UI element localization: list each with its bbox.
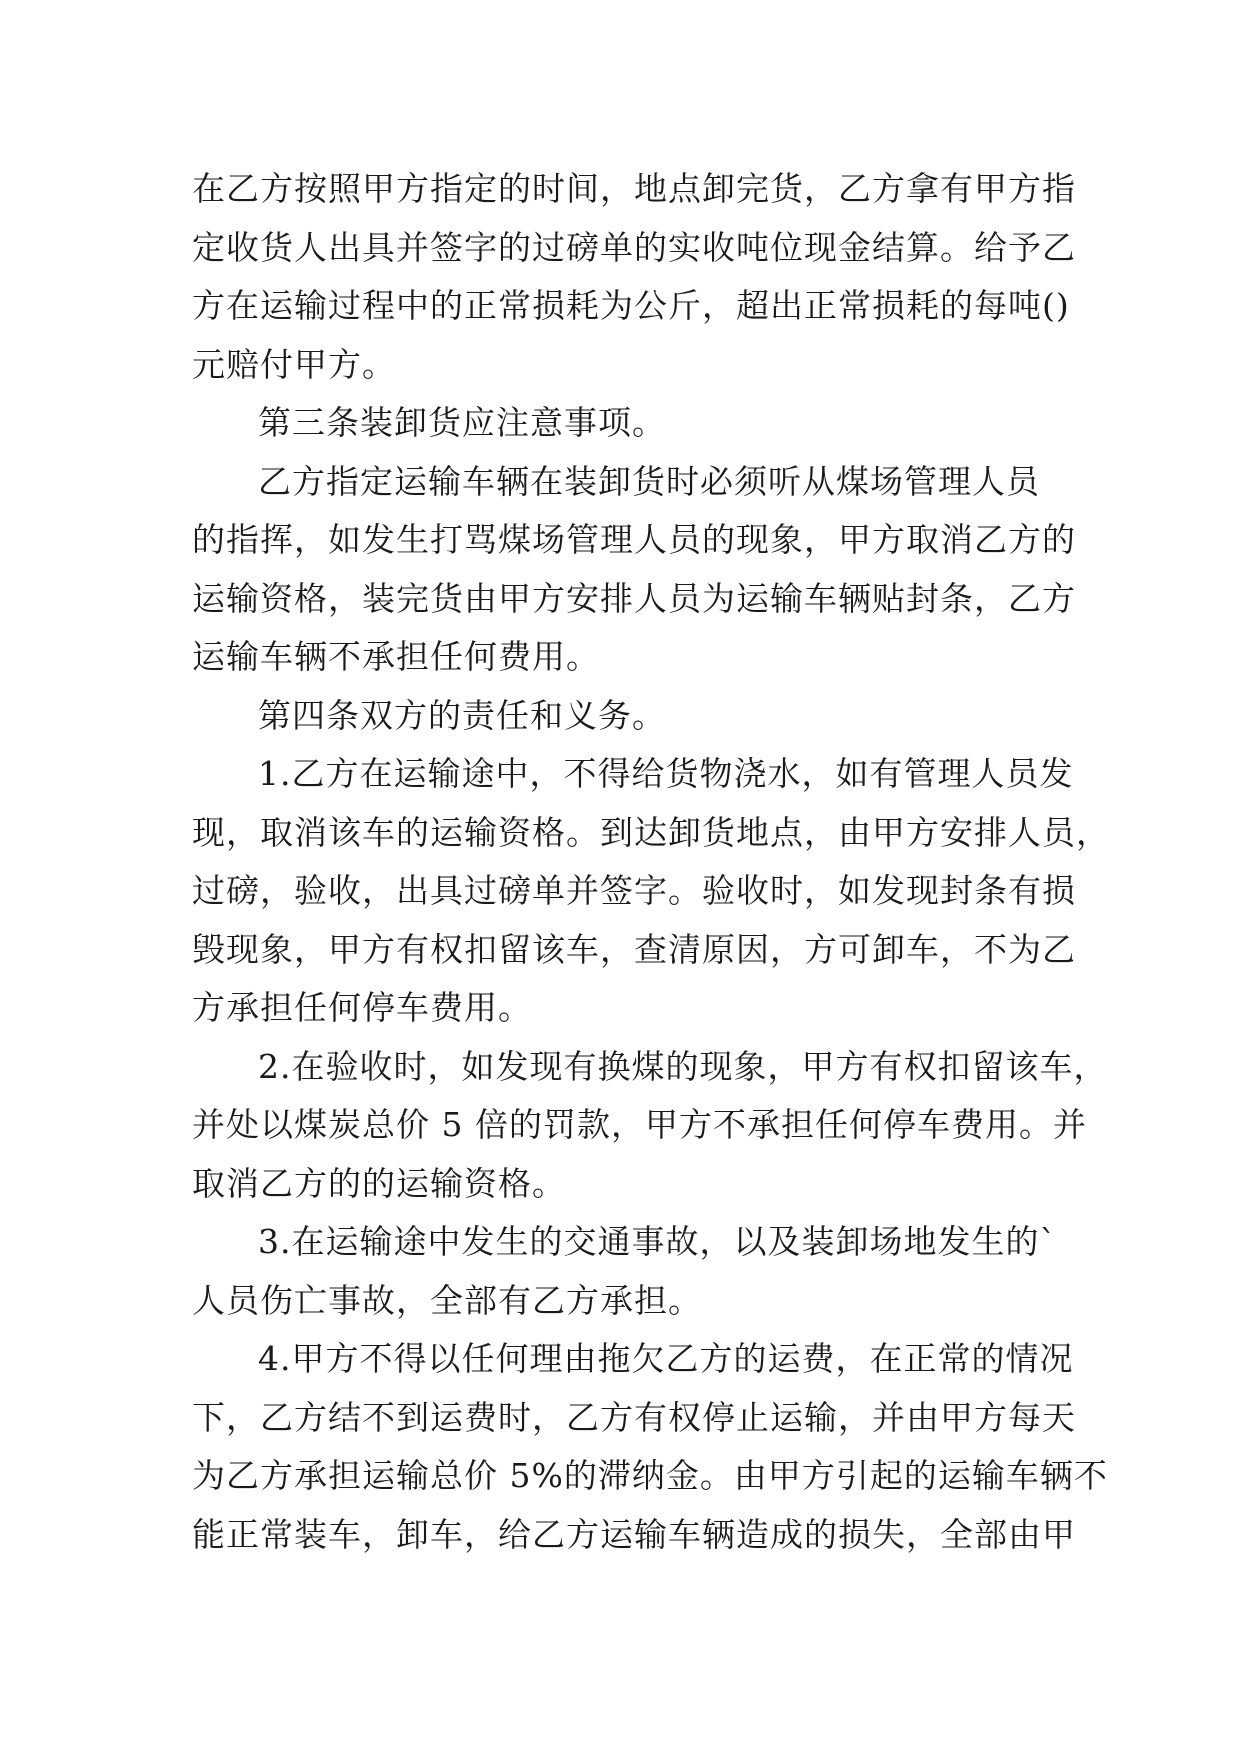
text-line: 人员伤亡事故，全部有乙方承担。 <box>192 1280 702 1320</box>
text-line: 3.在运输途中发生的交通事故，以及装卸场地发生的` <box>258 1222 1057 1261</box>
text-line: 4.甲方不得以任何理由拖欠乙方的运费，在正常的情况 <box>258 1339 1074 1378</box>
text-line: 运输资格，装完货由甲方安排人员为运输车辆贴封条，乙方 <box>192 578 1076 618</box>
text-line: 元赔付甲方。 <box>192 344 396 384</box>
text-line: 方在运输过程中的正常损耗为公斤，超出正常损耗的每吨() <box>192 286 1070 325</box>
text-line: 为乙方承担运输总价 5%的滞纳金。由甲方引起的运输车辆不 <box>192 1456 1108 1495</box>
text-line: 1.乙方在运输途中，不得给货物浇水，如有管理人员发 <box>258 754 1074 793</box>
text-line: 现，取消该车的运输资格。到达卸货地点，由甲方安排人员， <box>192 812 1110 852</box>
text-line: 定收货人出具并签字的过磅单的实收吨位现金结算。给予乙 <box>192 227 1076 267</box>
text-line: 下，乙方结不到运费时，乙方有权停止运输，并由甲方每天 <box>192 1397 1076 1437</box>
text-line: 取消乙方的的运输资格。 <box>192 1163 566 1203</box>
text-line: 能正常装车，卸车，给乙方运输车辆造成的损失，全部由甲 <box>192 1514 1076 1554</box>
text-line: 2.在验收时，如发现有换煤的现象，甲方有权扣留该车， <box>258 1046 1108 1086</box>
text-line: 第四条双方的责任和义务。 <box>258 695 666 735</box>
text-line: 的指挥，如发生打骂煤场管理人员的现象，甲方取消乙方的 <box>192 520 1076 559</box>
text-line: 方承担任何停车费用。 <box>192 988 532 1027</box>
text-line: 毁现象，甲方有权扣留该车，查清原因，方可卸车，不为乙 <box>192 929 1076 969</box>
text-line: 并处以煤炭总价 5 倍的罚款，甲方不承担任何停车费用。并 <box>192 1105 1087 1144</box>
contract-body-text <box>192 160 1110 1564</box>
text-line: 运输车辆不承担任何费用。 <box>192 637 600 676</box>
text-line: 在乙方按照甲方指定的时间，地点卸完货，乙方拿有甲方指 <box>192 169 1076 208</box>
text-line: 乙方指定运输车辆在装卸货时必须听从煤场管理人员 <box>258 461 1040 501</box>
text-line: 过磅，验收，出具过磅单并签字。验收时，如发现封条有损 <box>192 871 1076 910</box>
text-line: 第三条装卸货应注意事项。 <box>258 403 666 442</box>
